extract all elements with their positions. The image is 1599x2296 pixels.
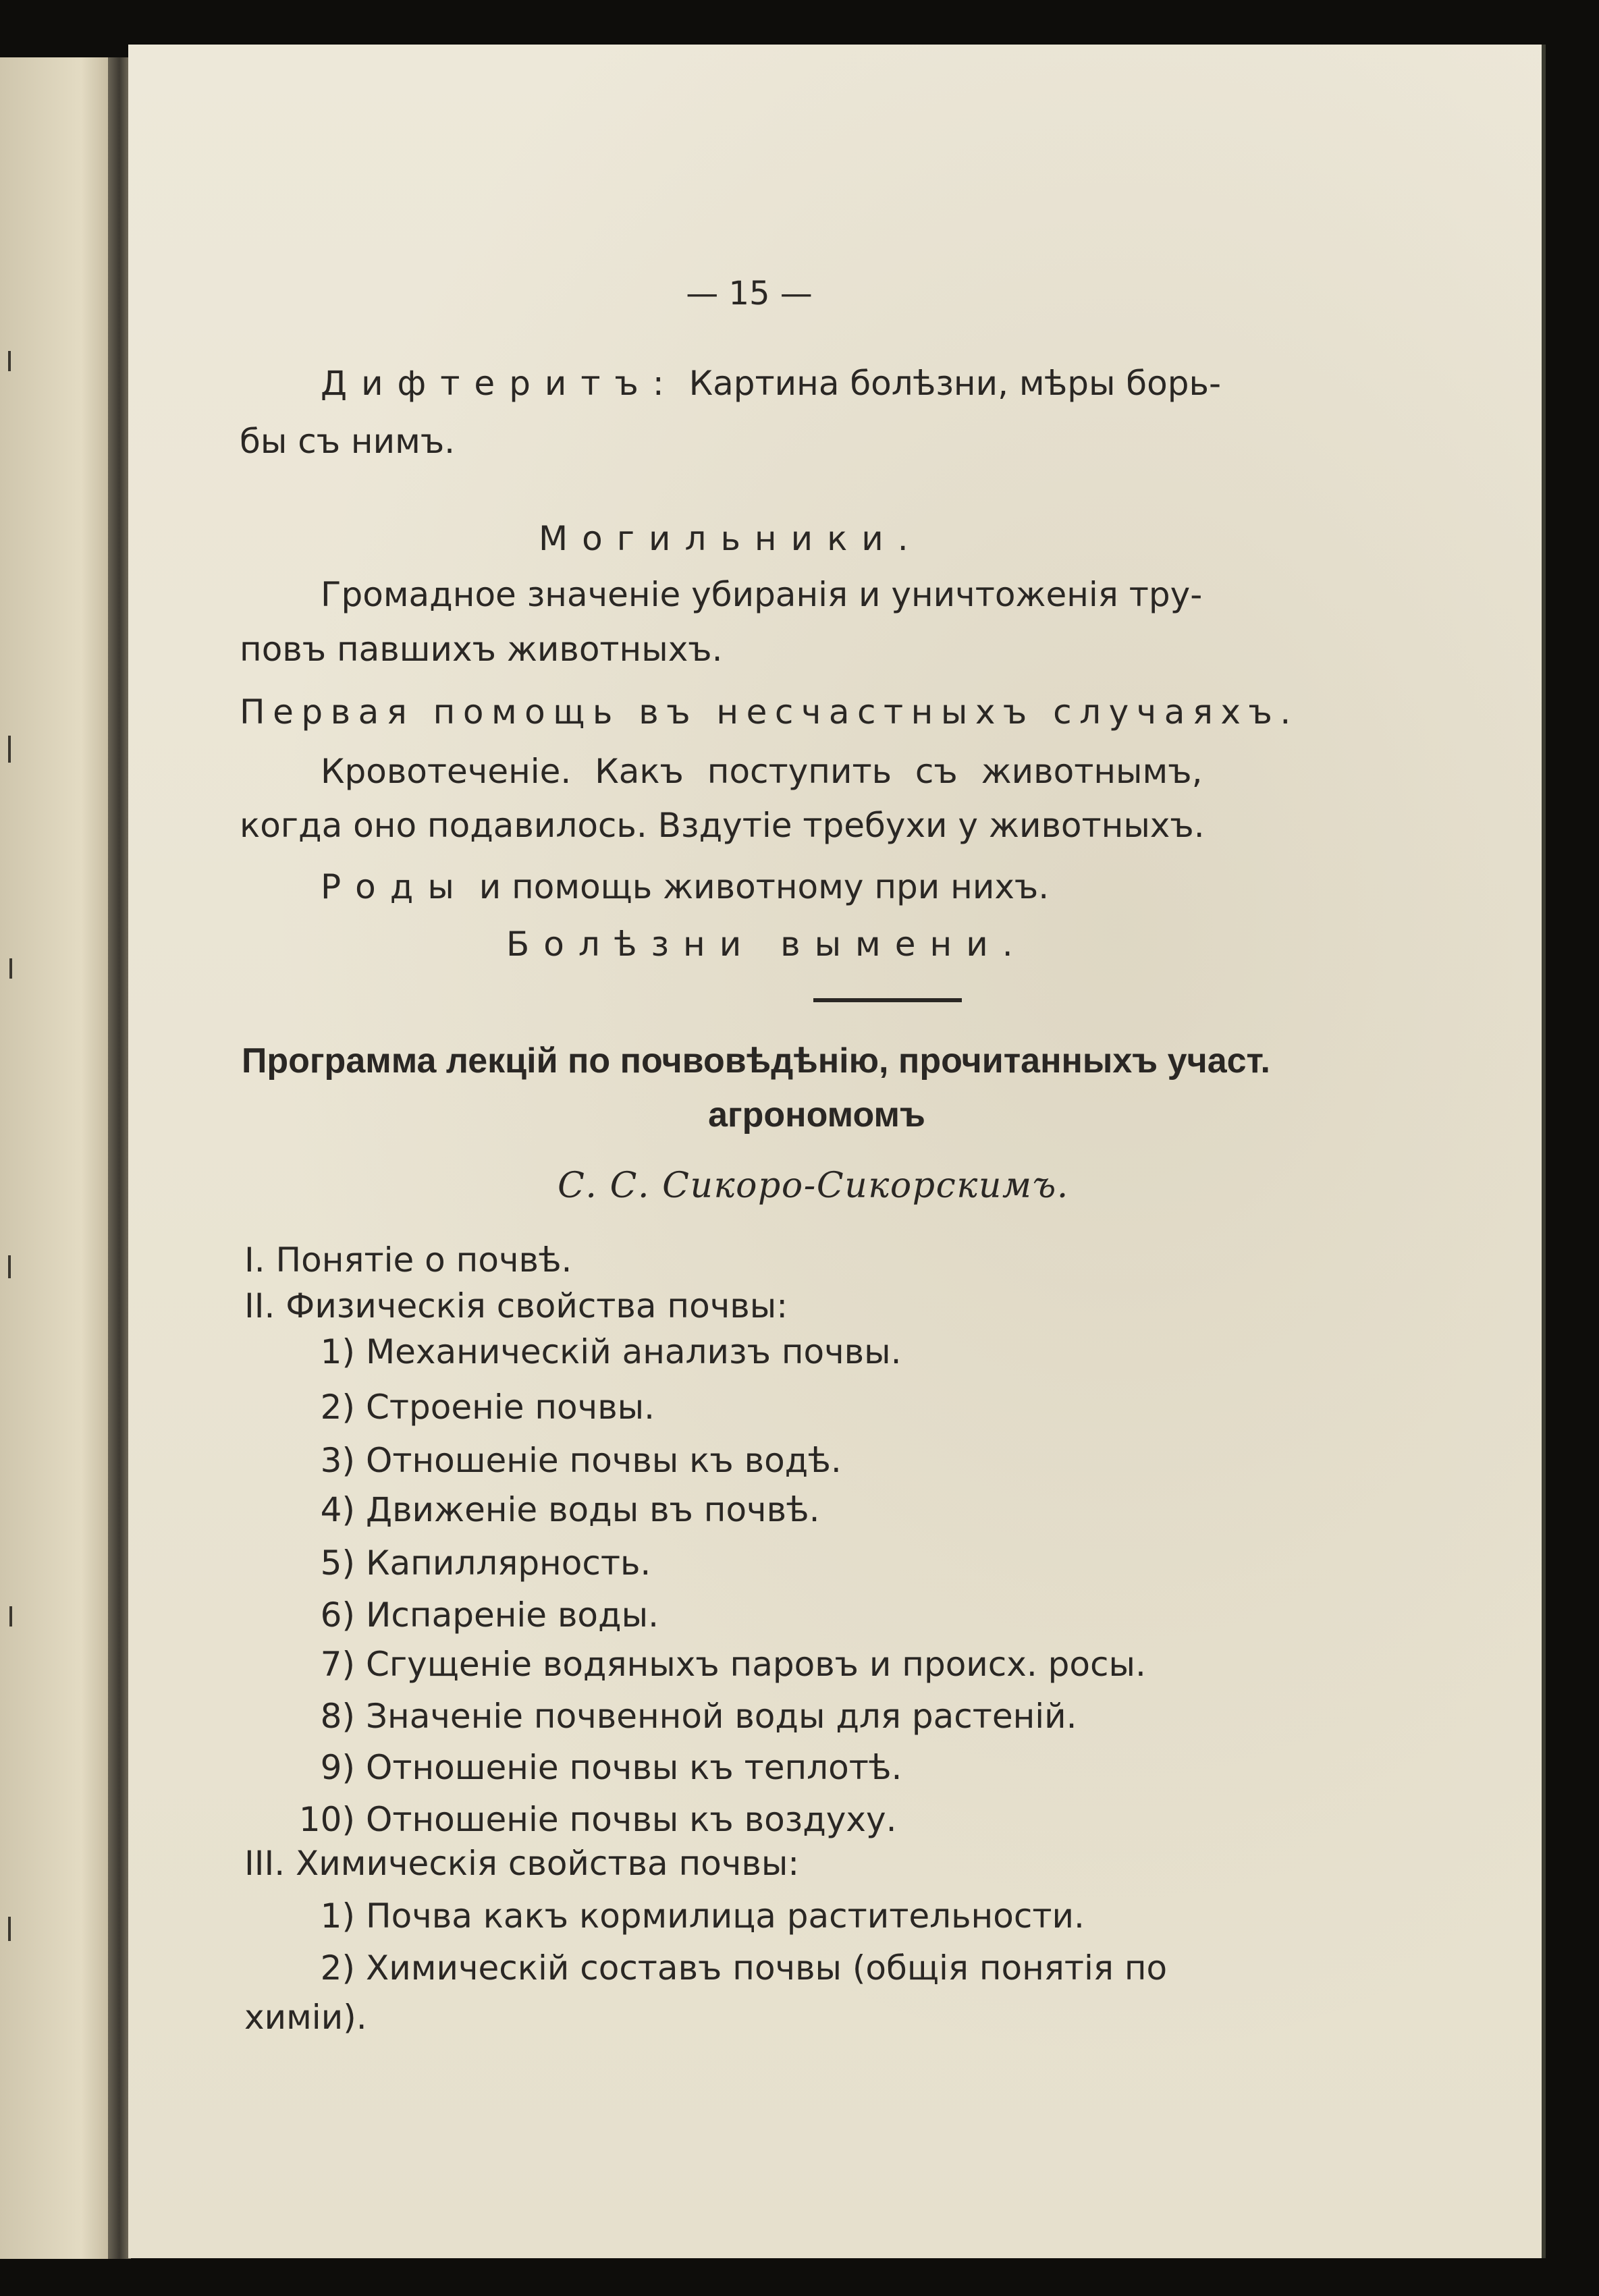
outline-num: 10) xyxy=(298,1800,355,1839)
emphasized-word: Роды xyxy=(321,867,468,906)
outline-num: 8) xyxy=(320,1697,355,1736)
outline-num: 7) xyxy=(320,1645,355,1684)
outline-num: 2) xyxy=(320,1388,355,1427)
text-line: бы съ нимъ. xyxy=(240,422,456,461)
outline-num: 4) xyxy=(320,1490,355,1529)
outline-item xyxy=(244,1286,788,1325)
section-title-udder-diseases: Болѣзни вымени. xyxy=(506,925,1027,964)
text-line xyxy=(321,364,1221,403)
outline-item xyxy=(281,1948,1168,1988)
outline-item xyxy=(281,1441,842,1480)
lecture-program-heading: Программа лекцiй по почвовѣдѣнiю, прочитанныхъ участ. xyxy=(242,1041,1270,1081)
outline-num: 6) xyxy=(320,1595,355,1635)
outline-item xyxy=(281,1543,651,1583)
outline-text: Отношенiе почвы къ водѣ. xyxy=(366,1441,842,1480)
outline-num: 1) xyxy=(320,1896,355,1936)
outline-num: 9) xyxy=(320,1748,355,1787)
outline-text: Почва какъ кормилица растительности. xyxy=(366,1896,1085,1936)
text-line: повъ павшихъ животныхъ. xyxy=(240,630,723,669)
outline-item xyxy=(281,1896,1085,1936)
left-page-mark xyxy=(8,736,11,763)
outline-num: III. xyxy=(244,1844,286,1883)
outline-num: 5) xyxy=(320,1543,355,1583)
emphasized-word: Дифтеритъ: xyxy=(321,364,678,403)
outline-text: Химическiя свойства почвы: xyxy=(296,1844,800,1883)
book-spine xyxy=(108,57,131,2259)
left-page-mark xyxy=(9,958,12,979)
outline-text: Сгущенiе водяныхъ паровъ и происх. росы. xyxy=(366,1645,1146,1684)
outline-num: 1) xyxy=(320,1332,355,1371)
left-page-mark xyxy=(8,1917,11,1941)
page-number: — 15 — xyxy=(686,275,813,312)
outline-item-cont: химiи). xyxy=(244,1998,367,2037)
outline-item xyxy=(281,1490,820,1529)
outline-item xyxy=(281,1388,655,1427)
text-line: Кровотеченiе. Какъ поступить съ животнымъ, xyxy=(321,752,1203,791)
outline-num: II. xyxy=(244,1286,275,1325)
section-title-mogilniki: Могильники. xyxy=(539,519,923,558)
outline-text: Движенiе воды въ почвѣ. xyxy=(366,1490,820,1529)
separator-rule xyxy=(813,998,962,1002)
outline-item xyxy=(244,1240,572,1280)
left-page-edge xyxy=(0,57,116,2259)
outline-text: Понятiе о почвѣ. xyxy=(275,1240,572,1280)
text-line: Громадное значенiе убиранiя и уничтоженiя тру- xyxy=(321,575,1203,614)
outline-item xyxy=(281,1697,1077,1736)
left-page-mark xyxy=(8,351,11,371)
outline-item xyxy=(281,1645,1146,1684)
outline-item xyxy=(281,1748,902,1787)
outline-text: Отношенiе почвы къ теплотѣ. xyxy=(366,1748,902,1787)
outline-text: Химическiй составъ почвы (общiя понятiя по xyxy=(366,1948,1168,1988)
outline-num: I. xyxy=(244,1240,265,1280)
outline-text: Значенiе почвенной воды для растенiй. xyxy=(366,1697,1077,1736)
outline-text: Строенiе почвы. xyxy=(366,1388,655,1427)
left-page-mark xyxy=(9,1606,12,1627)
line-text: и помощь животному при нихъ. xyxy=(468,867,1050,906)
left-page-mark xyxy=(8,1255,11,1278)
lecture-program-heading-cont: агрономомъ xyxy=(708,1095,925,1135)
text-line: когда оно подавилось. Вздутiе требухи у животныхъ. xyxy=(240,806,1205,845)
outline-item xyxy=(281,1332,902,1371)
outline-item xyxy=(281,1595,659,1635)
outline-text: Капиллярность. xyxy=(366,1543,651,1583)
outline-text: Механическiй анализъ почвы. xyxy=(366,1332,902,1371)
outline-num: 2) xyxy=(320,1948,355,1988)
outline-text: Отношенiе почвы къ воздуху. xyxy=(366,1800,897,1839)
text-line xyxy=(321,867,1050,906)
line-text: Картина болѣзни, мѣры борь- xyxy=(678,364,1221,403)
outline-text: Испаренiе воды. xyxy=(366,1595,659,1635)
outline-num: 3) xyxy=(320,1441,355,1480)
book-page xyxy=(128,45,1546,2258)
outline-text: Физическiя свойства почвы: xyxy=(286,1286,788,1325)
section-title-first-aid: Первая помощь въ несчастныхъ случаяхъ. xyxy=(240,692,1299,732)
outline-item xyxy=(244,1844,800,1883)
author-name: С. С. Сикоро-Сикорскимъ. xyxy=(558,1166,1069,1206)
outline-item xyxy=(281,1800,897,1839)
